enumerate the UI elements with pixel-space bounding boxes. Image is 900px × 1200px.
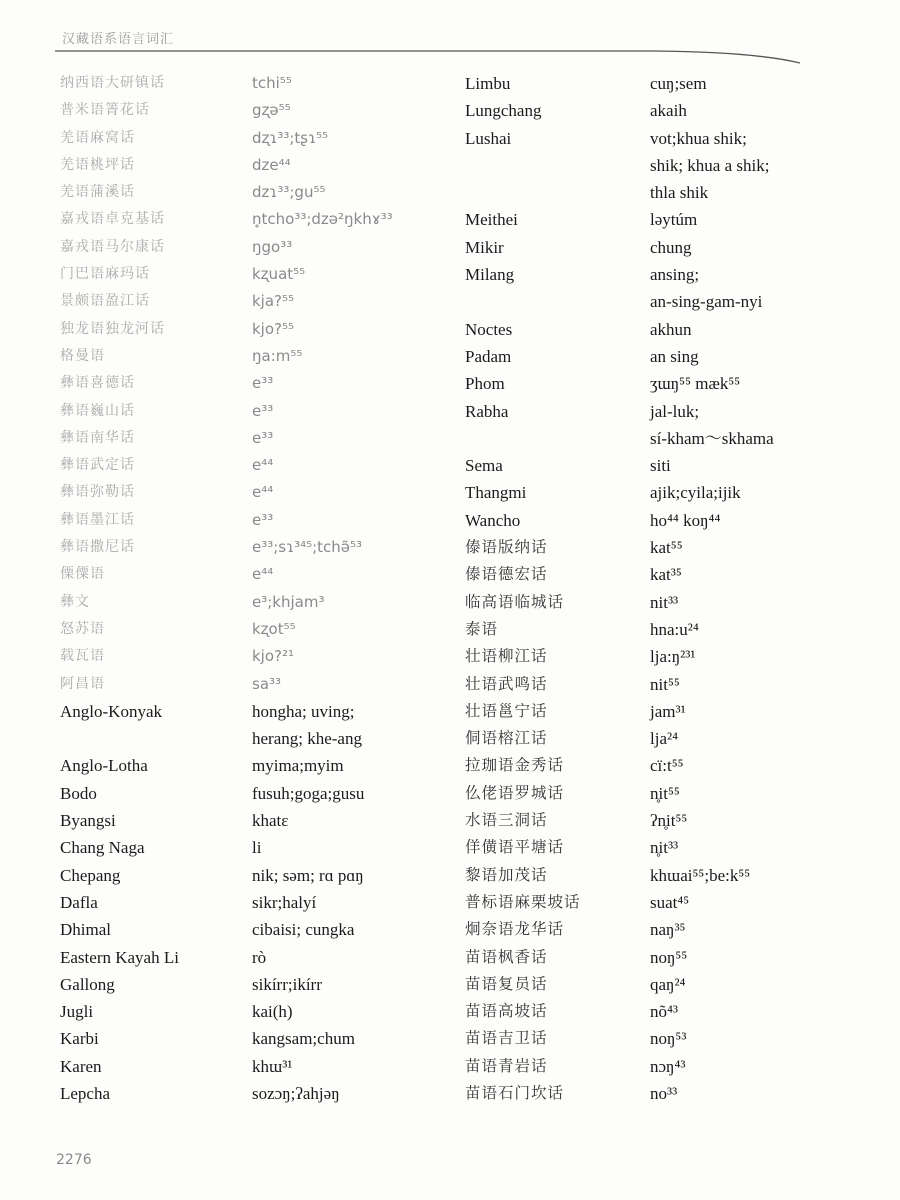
word-form: n̥it⁵⁵: [650, 783, 680, 803]
language-name: Mikir: [465, 237, 504, 257]
word-form: herang; khe-ang: [252, 729, 362, 749]
language-name: Noctes: [465, 319, 513, 339]
language-name: [465, 179, 650, 206]
word-form: suat⁴⁵: [650, 892, 690, 912]
word-form: hna:u²⁴: [650, 619, 699, 639]
word-form: kja?⁵⁵: [252, 292, 295, 311]
word-form: lja²⁴: [650, 729, 679, 749]
word-form: li: [252, 838, 262, 858]
word-form: thla shik: [650, 183, 709, 203]
language-name: Lungchang: [465, 101, 542, 121]
word-form: noŋ⁵⁵: [650, 947, 688, 967]
language-name: 傈僳语: [60, 566, 105, 583]
word-form: cuŋ;sem: [650, 74, 707, 93]
language-name: [465, 152, 650, 179]
left-language-names: [60, 70, 250, 1107]
running-header: 汉藏语系语言词汇: [62, 32, 175, 47]
word-form: khɯ³¹: [252, 1056, 293, 1076]
language-name: 羌语蒲溪话: [60, 184, 135, 201]
word-form: vot;khua shik;: [650, 128, 747, 148]
header-rule: [55, 50, 800, 64]
word-form: akhun: [650, 319, 692, 339]
word-form: an-sing-gam-nyi: [650, 292, 763, 312]
language-name: 彝语墨江话: [60, 511, 135, 528]
language-name: 彝语喜德话: [60, 375, 135, 392]
word-form: e³³: [252, 428, 274, 447]
language-name: 彝语南华话: [60, 429, 135, 446]
word-form: kat⁵⁵: [650, 538, 683, 558]
language-name: 普米语箐花话: [60, 102, 150, 119]
language-name: 苗语石门坎话: [465, 1083, 565, 1102]
language-name: Chang Naga: [60, 838, 145, 858]
language-name: Padam: [465, 346, 512, 366]
word-form: dʐɿ³³;tʂɿ⁵⁵: [252, 128, 329, 147]
language-name: 景颇语盈江话: [60, 293, 150, 310]
language-name: 彝文: [60, 593, 90, 610]
language-name: 水语三洞话: [465, 811, 548, 830]
language-name: 普标语麻栗坡话: [465, 892, 581, 911]
language-name: Milang: [465, 265, 515, 285]
language-name: 炯奈语龙华话: [465, 920, 565, 939]
word-form: e⁴⁴: [252, 483, 274, 502]
language-name: Anglo-Lotha: [60, 756, 148, 776]
language-name: 临高语临城话: [465, 592, 565, 611]
word-form: ŋa:m⁵⁵: [252, 346, 303, 365]
word-form: e³³: [252, 401, 274, 420]
word-form: siti: [650, 456, 671, 476]
language-name: Meithei: [465, 210, 518, 230]
language-name: 彝语弥勒话: [60, 484, 135, 501]
language-name: 彝语武定话: [60, 457, 135, 474]
language-name: 载瓦语: [60, 648, 105, 665]
word-form: kjo?²¹: [252, 647, 295, 666]
language-name: 苗语高坡话: [465, 1002, 548, 1021]
word-form: khatɛ: [252, 811, 289, 831]
word-form: n̥tcho³³;dzə²ŋkhɤ³³: [252, 210, 393, 229]
language-name: 格曼语: [60, 347, 105, 364]
word-form: e³³: [252, 510, 274, 529]
language-name: 苗语复员话: [465, 974, 548, 993]
word-form: khɯai⁵⁵;be:k⁵⁵: [650, 865, 751, 885]
word-form: ʒɯŋ⁵⁵ mæk⁵⁵: [650, 374, 741, 394]
language-name: Wancho: [465, 510, 521, 530]
word-form: shik; khua a shik;: [650, 155, 770, 175]
word-form: no³³: [650, 1083, 678, 1103]
word-form: lja:ŋ²³¹: [650, 647, 696, 667]
page-number: 2276: [56, 1152, 92, 1168]
word-form: ʔn̥it⁵⁵: [650, 811, 688, 831]
left-word-forms: [252, 70, 462, 1107]
word-form: dze⁴⁴: [252, 155, 291, 174]
word-form: sikr;halyí: [252, 892, 317, 912]
language-name: 苗语青岩话: [465, 1056, 548, 1075]
word-form: nit⁵⁵: [650, 674, 680, 694]
language-name: Limbu: [465, 74, 511, 93]
language-name: [465, 288, 650, 315]
language-name: Phom: [465, 374, 505, 394]
word-form: kai(h): [252, 1002, 293, 1022]
language-name: Byangsi: [60, 811, 116, 831]
language-name: 侗语榕江话: [465, 729, 548, 748]
language-name: 壮语邕宁话: [465, 701, 548, 720]
language-name: Karen: [60, 1056, 102, 1076]
language-name: 羌语桃坪话: [60, 156, 135, 173]
word-form: jal-luk;: [650, 401, 700, 421]
word-form: gʐə⁵⁵: [252, 101, 291, 120]
language-name: Lepcha: [60, 1083, 111, 1103]
right-word-forms: [650, 70, 850, 1107]
language-name: Eastern Kayah Li: [60, 947, 179, 967]
word-form: hongha; uving;: [252, 701, 355, 721]
word-form: chung: [650, 237, 692, 257]
language-name: 羌语麻窝话: [60, 129, 135, 146]
word-form: naŋ³⁵: [650, 920, 686, 940]
word-form: kat³⁵: [650, 565, 682, 585]
language-name: Karbi: [60, 1029, 99, 1049]
word-form: nõ⁴³: [650, 1002, 679, 1022]
language-name: 苗语吉卫话: [465, 1029, 548, 1048]
word-form: kʐot⁵⁵: [252, 619, 296, 638]
language-name: 佯僙语平塘话: [465, 838, 565, 857]
word-form: jam³¹: [650, 701, 686, 721]
word-form: ajik;cyila;ijik: [650, 483, 741, 503]
word-form: cibaisi; cungka: [252, 920, 355, 940]
word-form: rò: [252, 947, 267, 967]
language-name: 苗语枫香话: [465, 947, 548, 966]
word-form: e⁴⁴: [252, 456, 274, 475]
language-name: Dafla: [60, 892, 98, 912]
language-name: Dhimal: [60, 920, 111, 940]
word-form: n̥it³³: [650, 838, 679, 858]
word-form: kʐuat⁵⁵: [252, 265, 306, 284]
language-name: Anglo-Konyak: [60, 701, 162, 721]
language-name: 阿昌语: [60, 675, 105, 692]
word-form: sa³³: [252, 674, 282, 693]
word-form: kjo?⁵⁵: [252, 319, 295, 338]
word-form: kangsam;chum: [252, 1029, 355, 1049]
word-form: tchi⁵⁵: [252, 74, 292, 92]
language-name: 独龙语独龙河话: [60, 320, 165, 337]
language-name: [465, 425, 650, 452]
language-name: Bodo: [60, 783, 97, 803]
word-form: e⁴⁴: [252, 565, 274, 584]
language-name: 彝语撒尼话: [60, 539, 135, 556]
language-name: 壮语柳江话: [465, 647, 548, 666]
language-name: Chepang: [60, 865, 121, 885]
language-name: [60, 725, 250, 752]
language-name: 怒苏语: [60, 620, 105, 637]
word-form: myima;myim: [252, 756, 344, 776]
language-name: Jugli: [60, 1002, 94, 1022]
language-name: 傣语德宏话: [465, 565, 548, 584]
language-name: 嘉戎语卓克基话: [60, 211, 165, 228]
language-name: 纳西语大研镇话: [60, 75, 165, 91]
word-form: cï:t⁵⁵: [650, 756, 684, 776]
language-name: 泰语: [465, 619, 499, 638]
word-form: dzɿ³³;gu⁵⁵: [252, 183, 326, 202]
word-form: nit³³: [650, 592, 679, 612]
language-name: Gallong: [60, 974, 115, 994]
word-form: nik; səm; rɑ pɑŋ: [252, 865, 364, 885]
word-form: sozɔŋ;ʔahjəŋ: [252, 1083, 340, 1103]
word-form: sikírr;ikírr: [252, 974, 322, 994]
word-form: an sing: [650, 346, 699, 366]
language-name: 仫佬语罗城话: [465, 783, 565, 802]
word-form: ho⁴⁴ koŋ⁴⁴: [650, 510, 721, 530]
word-form: noŋ⁵³: [650, 1029, 687, 1049]
language-name: 傣语版纳话: [465, 538, 548, 557]
word-form: e³³: [252, 374, 274, 393]
word-form: sí-kham～skhama: [650, 428, 774, 448]
word-form: ləytúm: [650, 210, 698, 230]
right-language-names: [465, 70, 650, 1107]
language-name: Lushai: [465, 128, 512, 148]
word-form: akaih: [650, 101, 687, 121]
word-form: e³;khjam³: [252, 592, 325, 611]
language-name: Sema: [465, 456, 503, 476]
word-form: nɔŋ⁴³: [650, 1056, 686, 1076]
word-form: e³³;sɿ³⁴⁵;tchə̃⁵³: [252, 538, 363, 557]
language-name: 拉珈语金秀话: [465, 756, 565, 775]
language-name: Thangmi: [465, 483, 527, 503]
language-name: 黎语加茂话: [465, 865, 548, 884]
word-form: fusuh;goga;gusu: [252, 783, 365, 803]
word-form: ŋgo³³: [252, 237, 293, 256]
language-name: 门巴语麻玛话: [60, 266, 150, 283]
language-name: Rabha: [465, 401, 509, 421]
language-name: 壮语武鸣话: [465, 674, 548, 693]
word-form: ansing;: [650, 265, 700, 285]
word-form: qaŋ²⁴: [650, 974, 686, 994]
language-name: 嘉戎语马尔康话: [60, 238, 165, 255]
language-name: 彝语巍山话: [60, 402, 135, 419]
